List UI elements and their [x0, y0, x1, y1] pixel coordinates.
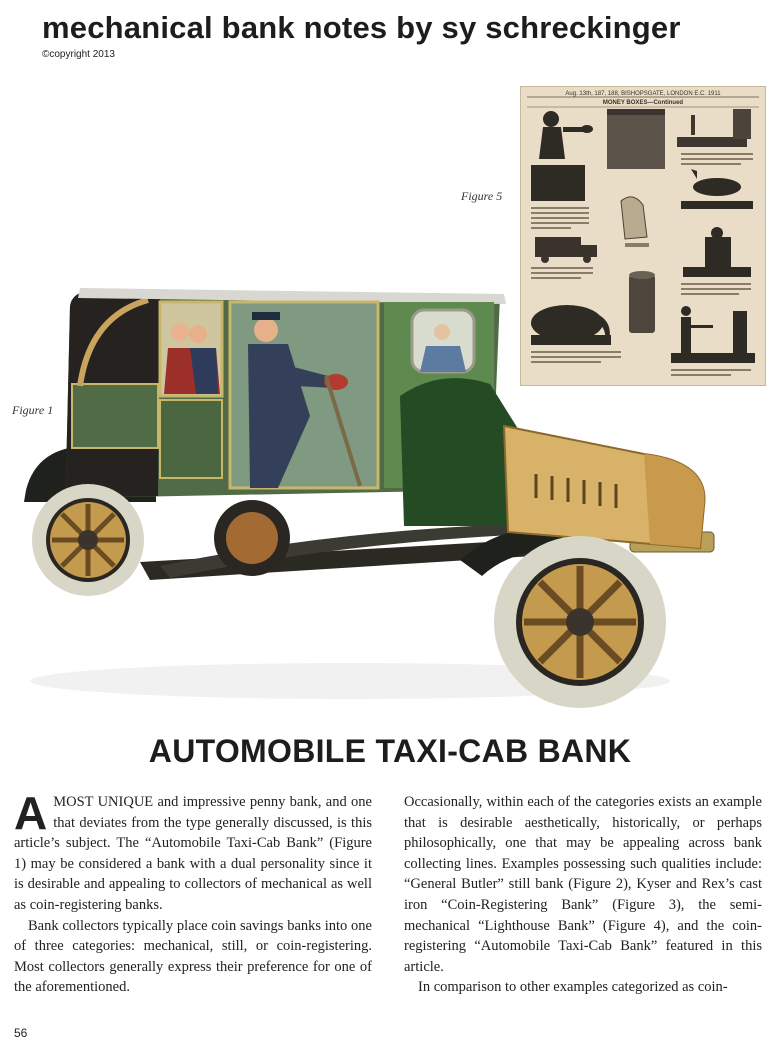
left-paragraph-2: Bank collectors typically place coin savings banks into one of three categories: mechanical, still, or coin-registering. Most collectors generally express their preference for one of the aforementioned.	[14, 917, 372, 996]
right-paragraph-1: Occasionally, within each of the categories exists an example that is desirable aesthetically, historically, or perhaps philosophically, one that may be appealing across bank collecting lines. Examples possessing such qualities include: “General Butler” still bank (Figure 2), Kyser and Rex’s cast iron “Coin-Registering Bank” (Figure 3), the semi-mechanical “Lighthouse Bank” (Figure 4), and the coin-registering “Automobile Taxi-Cab Bank” featured in this article.	[404, 794, 762, 975]
rear-wheel	[32, 484, 144, 596]
dropcap-letter: A	[14, 787, 48, 839]
page-header-title: mechanical bank notes by sy schreckinger	[42, 10, 681, 45]
front-wheel	[494, 536, 666, 708]
figure-1-label: Figure 1	[12, 403, 54, 417]
left-paragraph-1-text: MOST UNIQUE and impressive penny bank, and one that deviates from the type generally discussed, is this article’s subject. The “Automobile Taxi-Cab Bank” (Figure 1) may be considered a bank with a dual personality since it is desirable and appealing to collectors of mechanical as well as coin-registering banks.	[14, 794, 372, 913]
article-right-column	[404, 792, 762, 998]
catalog-subheading: MONEY BOXES—Continued	[602, 100, 684, 106]
right-paragraph-2: In comparison to other examples categorized as coin-	[418, 979, 728, 996]
left-paragraph-1	[14, 787, 372, 916]
catalog-heading: Aug. 13th, 187, 188, BISHOPSGATE, LONDON E.C. 1911	[565, 91, 721, 97]
page-number: 56	[14, 1026, 28, 1040]
figure-5-label: Figure 5	[461, 189, 503, 203]
figure-1-taxi-cab-bank-image	[20, 276, 720, 716]
article-title: AUTOMOBILE TAXI-CAB BANK	[148, 733, 632, 769]
copyright-notice: ©copyright 2013	[42, 49, 115, 60]
article-left-column	[14, 787, 372, 998]
